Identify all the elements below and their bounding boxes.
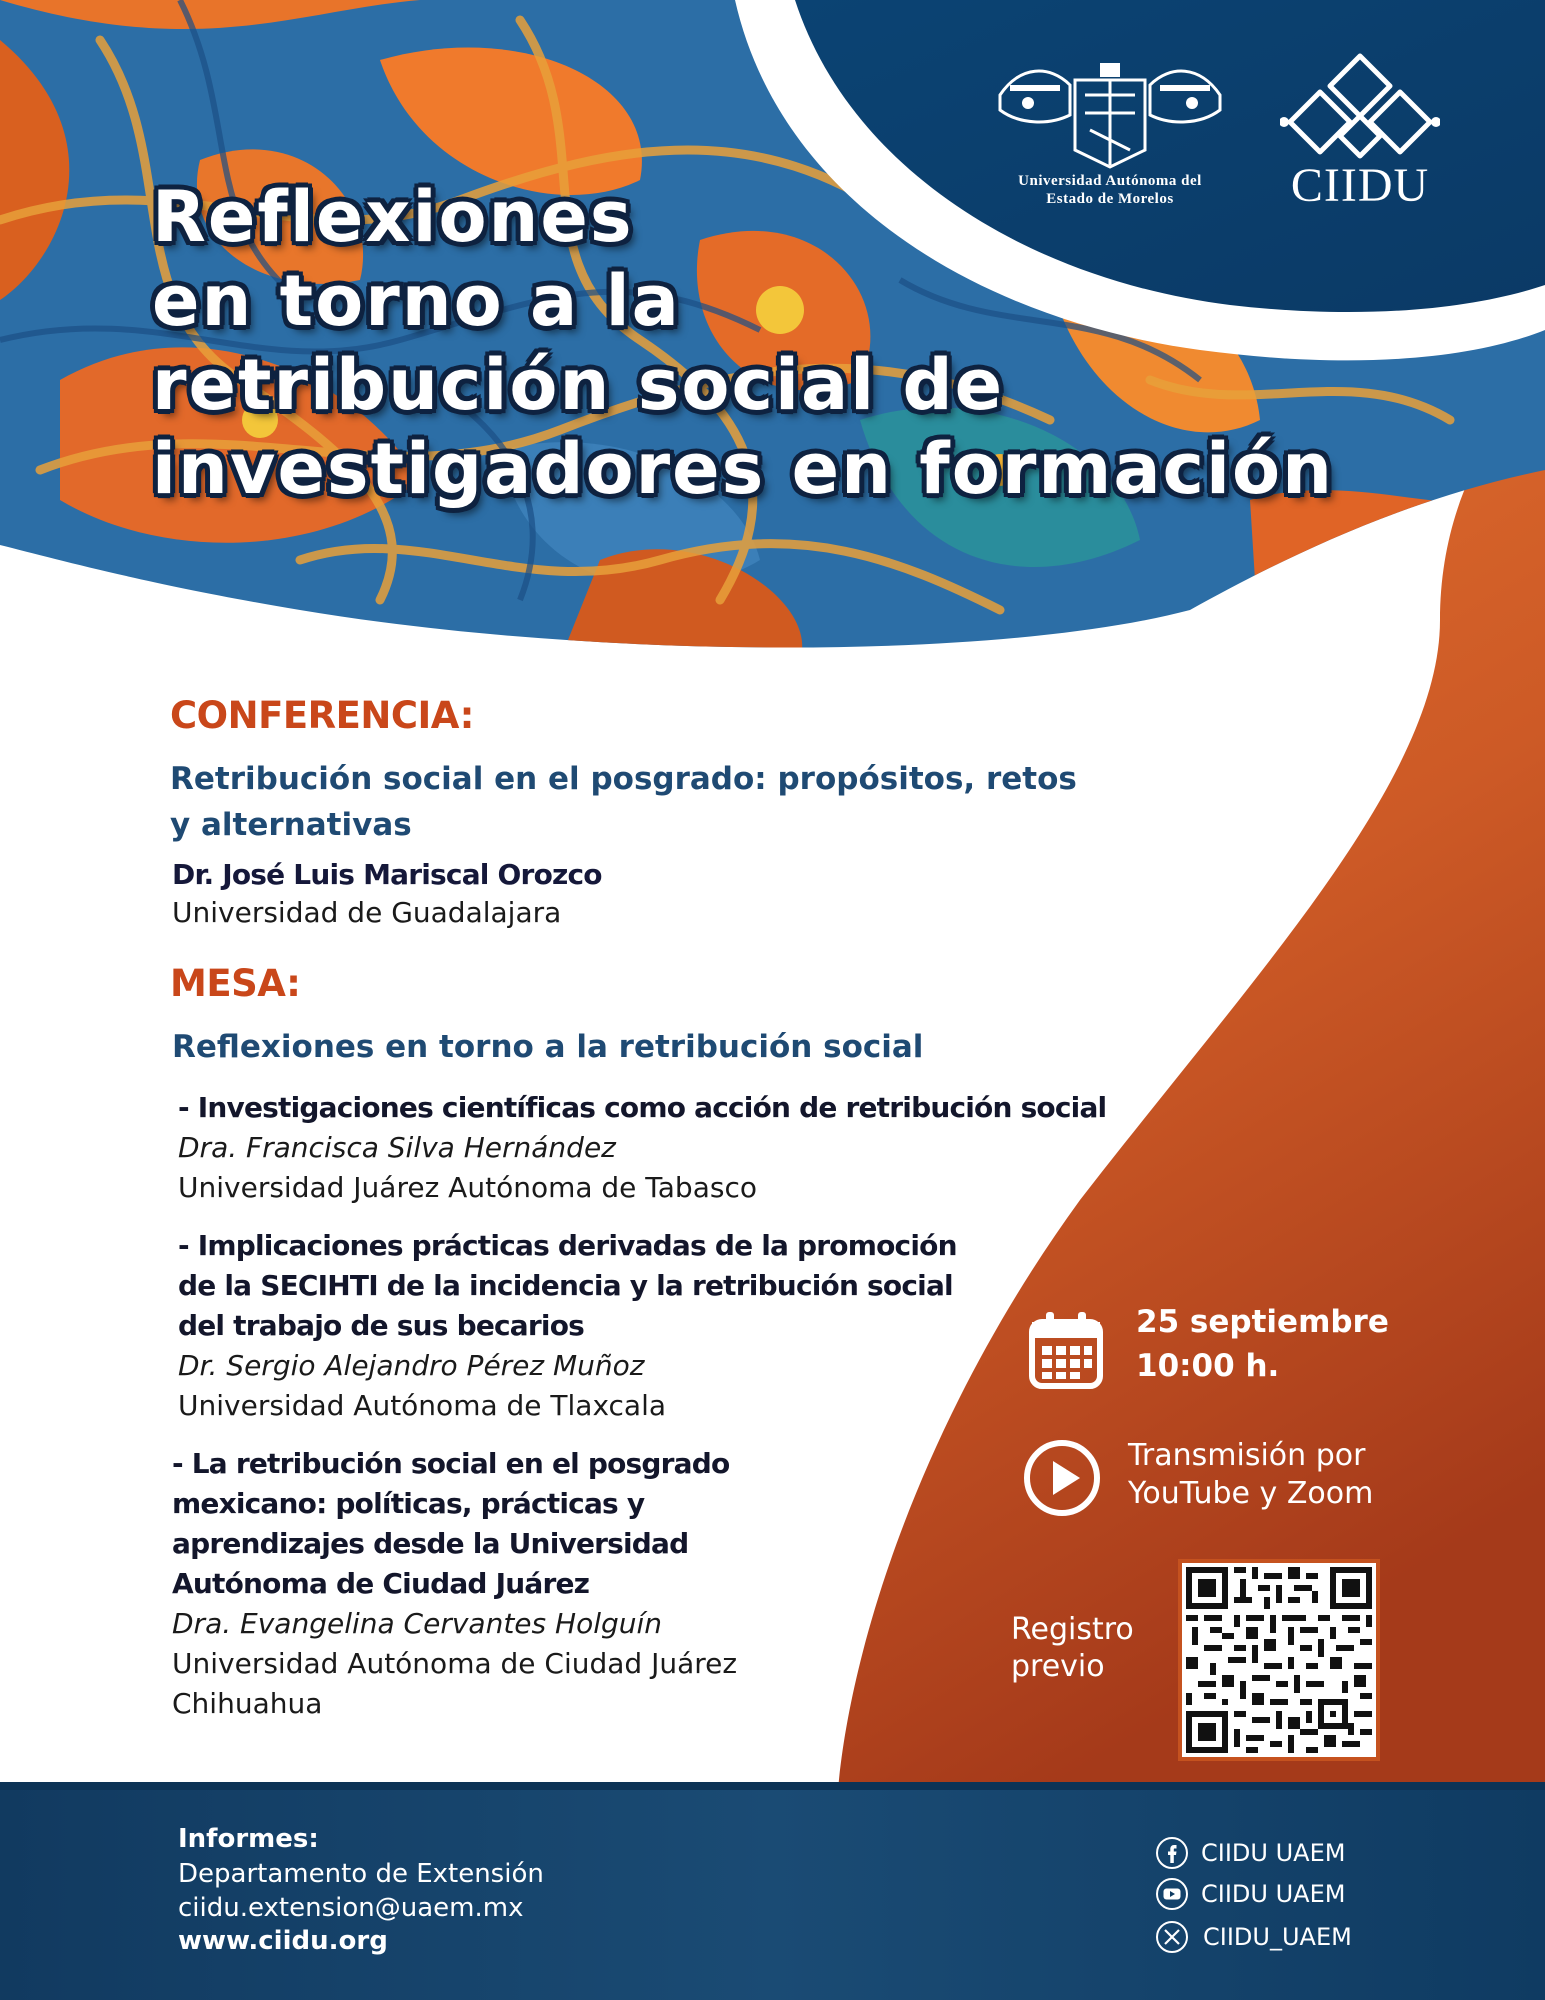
talk-3-title-line-2: mexicano: políticas, prácticas y (172, 1487, 645, 1520)
youtube-handle: CIIDU UAEM (1201, 1880, 1346, 1908)
calendar-icon (1028, 1310, 1104, 1390)
conferencia-speaker: Dr. José Luis Mariscal Orozco (172, 858, 602, 891)
conferencia-title-line-1: Retribución social en el posgrado: propósitos, retos (170, 761, 1077, 797)
talk-3-title-line-3: aprendizajes desde la Universidad (172, 1527, 689, 1560)
play-icon[interactable] (1022, 1438, 1102, 1518)
title-line-2: en torno a la (152, 260, 681, 342)
talk-3-title-line-4: Autónoma de Ciudad Juárez (172, 1567, 590, 1600)
conferencia-title-line-2: y alternativas (170, 807, 412, 843)
social-x[interactable] (1155, 1920, 1395, 1956)
social-youtube[interactable] (1155, 1877, 1395, 1913)
uaem-name-line1: Universidad Autónoma del (1018, 173, 1202, 189)
event-date: 25 septiembre (1136, 1304, 1389, 1340)
facebook-handle: CIIDU UAEM (1201, 1839, 1346, 1867)
talk-2-institution: Universidad Autónoma de Tlaxcala (178, 1389, 667, 1422)
conferencia-label: CONFERENCIA: (170, 694, 474, 737)
talk-3-title-line-1: - La retribución social en el posgrado (172, 1447, 730, 1480)
uaem-emblem-icon (990, 55, 1230, 170)
talk-2-title-line-1: - Implicaciones prácticas derivadas de la promoción (178, 1229, 957, 1262)
register-line-1: Registro (1011, 1612, 1134, 1647)
ciidu-logo (1280, 52, 1440, 212)
title-line-3: retribución social de (152, 344, 1005, 426)
talk-1-title-line-1: - Investigaciones científicas como acción de retribución social (178, 1091, 1107, 1124)
stream-line-2: YouTube y Zoom (1128, 1476, 1374, 1511)
stream-line-1: Transmisión por (1128, 1438, 1366, 1473)
talk-3-institution-line-1: Universidad Autónoma de Ciudad Juárez (172, 1647, 738, 1680)
footer-department: Departamento de Extensión (178, 1859, 544, 1889)
talk-1-speaker: Dra. Francisca Silva Hernández (178, 1131, 616, 1164)
facebook-icon (1155, 1836, 1189, 1870)
qr-code-icon (1186, 1567, 1372, 1753)
talk-2-speaker: Dr. Sergio Alejandro Pérez Muñoz (178, 1349, 645, 1382)
uaem-logo (990, 55, 1230, 215)
talk-3-institution-line-2: Chihuahua (172, 1687, 323, 1720)
social-facebook[interactable] (1155, 1836, 1395, 1872)
x-icon (1155, 1920, 1189, 1954)
mesa-title: Reflexiones en torno a la retribución social (172, 1029, 924, 1065)
talk-2-title-line-3: del trabajo de sus becarios (178, 1309, 585, 1342)
talk-2-title-line-2: de la SECIHTI de la incidencia y la retribución social (178, 1269, 953, 1302)
title-line-4: investigadores en formación (152, 428, 1334, 510)
footer-label: Informes: (178, 1824, 319, 1854)
footer-email[interactable]: ciidu.extension@uaem.mx (178, 1893, 524, 1923)
footer-website[interactable]: www.ciidu.org (178, 1926, 388, 1956)
talk-3-speaker: Dra. Evangelina Cervantes Holguín (172, 1607, 663, 1640)
registration-qr-code[interactable] (1182, 1563, 1376, 1757)
mesa-label: MESA: (170, 962, 301, 1005)
youtube-icon (1155, 1877, 1189, 1911)
uaem-name-line2: Estado de Morelos (1046, 191, 1174, 207)
talk-1-institution: Universidad Juárez Autónoma de Tabasco (178, 1171, 757, 1204)
ciidu-emblem-icon (1280, 52, 1440, 162)
x-handle: CIIDU_UAEM (1203, 1923, 1352, 1951)
title-line-1: Reflexiones (152, 176, 634, 258)
event-time: 10:00 h. (1136, 1348, 1280, 1384)
register-line-2: previo (1011, 1649, 1105, 1684)
conferencia-institution: Universidad de Guadalajara (172, 896, 562, 929)
ciidu-wordmark: CIIDU (1290, 159, 1430, 212)
